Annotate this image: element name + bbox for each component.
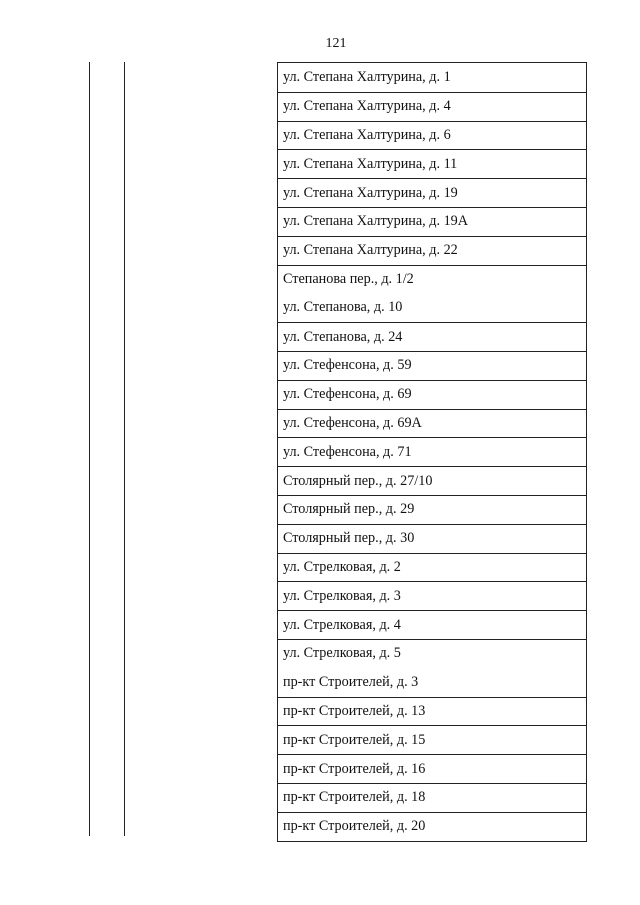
address-row: ул. Степана Халтурина, д. 19	[278, 178, 586, 207]
address-row: ул. Стефенсона, д. 69	[278, 380, 586, 409]
address-row: Степанова пер., д. 1/2	[278, 265, 586, 294]
address-row: ул. Стефенсона, д. 69А	[278, 409, 586, 438]
address-row: ул. Степана Халтурина, д. 1	[283, 68, 451, 85]
address-row: ул. Степана Халтурина, д. 4	[278, 92, 586, 121]
address-row: Столярный пер., д. 29	[278, 495, 586, 524]
address-row: ул. Стефенсона, д. 71	[278, 437, 586, 466]
address-row: пр-кт Строителей, д. 15	[278, 725, 586, 754]
address-row: пр-кт Строителей, д. 16	[278, 754, 586, 783]
address-row: ул. Стрелковая, д. 2	[278, 553, 586, 582]
table-left-border	[89, 62, 90, 836]
address-row: ул. Степана Халтурина, д. 22	[278, 236, 586, 265]
address-row: ул. Стрелковая, д. 3	[278, 581, 586, 610]
address-row: Столярный пер., д. 30	[278, 524, 586, 553]
address-row: Столярный пер., д. 27/10	[278, 466, 586, 495]
address-row: ул. Степана Халтурина, д. 11	[278, 149, 586, 178]
address-row: пр-кт Строителей, д. 3	[283, 673, 419, 690]
address-row: ул. Степана Халтурина, д. 19А	[278, 207, 586, 236]
address-row: ул. Степана Халтурина, д. 6	[278, 121, 586, 150]
table-column-divider	[124, 62, 125, 836]
address-row: ул. Стрелковая, д. 5	[278, 639, 586, 668]
page-number: 121	[325, 36, 347, 51]
address-row: ул. Степанова, д. 24	[278, 322, 586, 351]
address-row: ул. Стрелковая, д. 4	[278, 610, 586, 639]
address-table	[277, 62, 587, 842]
address-row: пр-кт Строителей, д. 20	[278, 812, 586, 841]
address-row: ул. Степанова, д. 10	[283, 299, 403, 316]
address-row: пр-кт Строителей, д. 13	[278, 697, 586, 726]
address-row: пр-кт Строителей, д. 18	[278, 783, 586, 812]
address-row: ул. Стефенсона, д. 59	[278, 351, 586, 380]
